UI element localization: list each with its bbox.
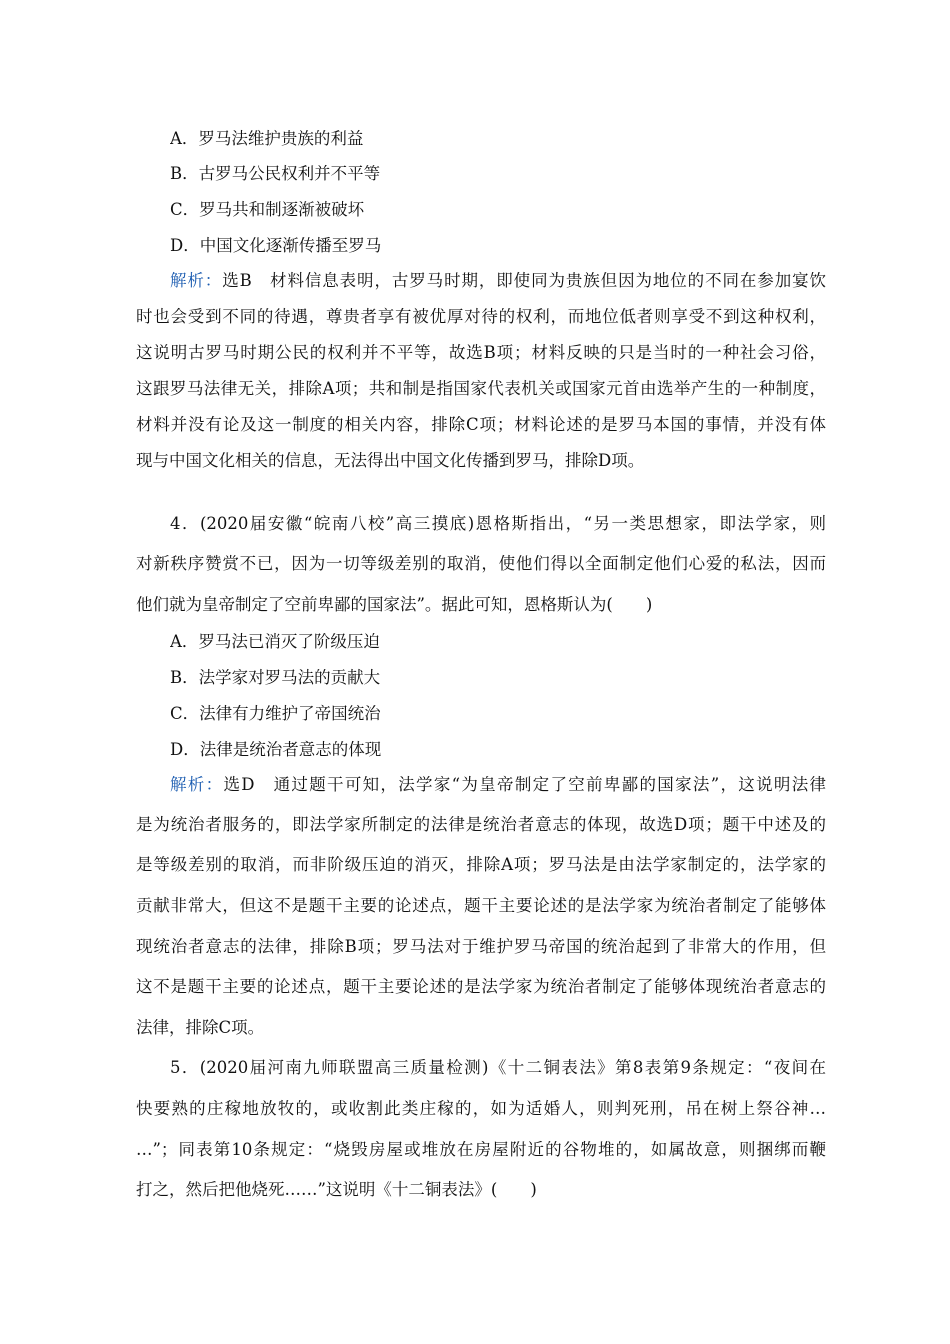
q3-analysis-line: 这说明古罗马时期公民的权利并不平等，故选B项；材料反映的只是当时的一种社会习俗， (136, 343, 826, 362)
q3-analysis-label: 解析： (170, 271, 223, 290)
q4-analysis-line: 是为统治者服务的，即法学家所制定的法律是统治者意志的体现，故选D项；题干中述及的 (136, 815, 826, 834)
q5-stem-line: 打之，然后把他烧死……”这说明《十二铜表法》( ) (136, 1180, 537, 1199)
q4-analysis-line (170, 773, 826, 797)
q4-option-b: B．法学家对罗马法的贡献大 (170, 668, 381, 687)
q4-option-d: D．法律是统治者意志的体现 (170, 740, 382, 759)
q3-analysis-line: 现与中国文化相关的信息，无法得出中国文化传播到罗马，排除D项。 (136, 451, 645, 470)
q5-stem-line: 5．(2020届河南九师联盟高三质量检测)《十二铜表法》第8表第9条规定：“夜间在 (170, 1058, 826, 1077)
q5-stem-line: 快要熟的庄稼地放牧的，或收割此类庄稼的，如为适婚人，则判死刑，吊在树上祭谷神… (136, 1099, 826, 1118)
q3-analysis-line: 材料并没有论及这一制度的相关内容，排除C项；材料论述的是罗马本国的事情，并没有体 (136, 415, 826, 434)
q4-analysis-label: 解析： (170, 775, 224, 794)
q4-analysis-line: 是等级差别的取消，而非阶级压迫的消灭，排除A项；罗马法是由法学家制定的，法学家的 (136, 855, 826, 874)
q4-option-a: A．罗马法已消灭了阶级压迫 (170, 632, 380, 651)
q3-analysis-line (170, 269, 826, 293)
q4-option-c: C．法律有力维护了帝国统治 (170, 704, 381, 723)
q4-stem-line: 对新秩序赞赏不已，因为一切等级差别的取消，使他们得以全面制定他们心爱的私法，因而 (136, 554, 826, 573)
q5-stem-line: …”；同表第10条规定：“烧毁房屋或堆放在房屋附近的谷物堆的，如属故意，则捆绑而鞭 (136, 1140, 826, 1159)
q3-option-b: B．古罗马公民权利并不平等 (170, 164, 381, 183)
q3-analysis-text: 选B 材料信息表明，古罗马时期，即使同为贵族但因为地位的不同在参加宴饮 (222, 271, 826, 290)
q4-analysis-line: 法律，排除C项。 (136, 1018, 265, 1037)
q3-option-a: A．罗马法维护贵族的利益 (170, 129, 364, 148)
q4-analysis-line: 贡献非常大，但这不是题干主要的论述点，题干主要论述的是法学家为统治者制定了能够体 (136, 896, 826, 915)
q3-option-d: D．中国文化逐渐传播至罗马 (170, 236, 382, 255)
q4-analysis-line: 现统治者意志的法律，排除B项；罗马法对于维护罗马帝国的统治起到了非常大的作用，但 (136, 937, 826, 956)
q4-stem-line: 他们就为皇帝制定了空前卑鄙的国家法”。据此可知，恩格斯认为( ) (136, 595, 653, 614)
q4-stem-line: 4．(2020届安徽“皖南八校”高三摸底)恩格斯指出，“另一类思想家，即法学家，则 (170, 514, 826, 533)
q4-analysis-text: 选D 通过题干可知，法学家“为皇帝制定了空前卑鄙的国家法”，这说明法律 (223, 775, 826, 794)
q4-analysis-line: 这不是题干主要的论述点，题干主要论述的是法学家为统治者制定了能够体现统治者意志的 (136, 977, 826, 996)
q3-analysis-line: 时也会受到不同的待遇，尊贵者享有被优厚对待的权利，而地位低者则享受不到这种权利， (136, 307, 826, 326)
q3-option-c: C．罗马共和制逐渐被破坏 (170, 200, 365, 219)
q3-analysis-line: 这跟罗马法律无关，排除A项；共和制是指国家代表机关或国家元首由选举产生的一种制度， (136, 379, 826, 398)
